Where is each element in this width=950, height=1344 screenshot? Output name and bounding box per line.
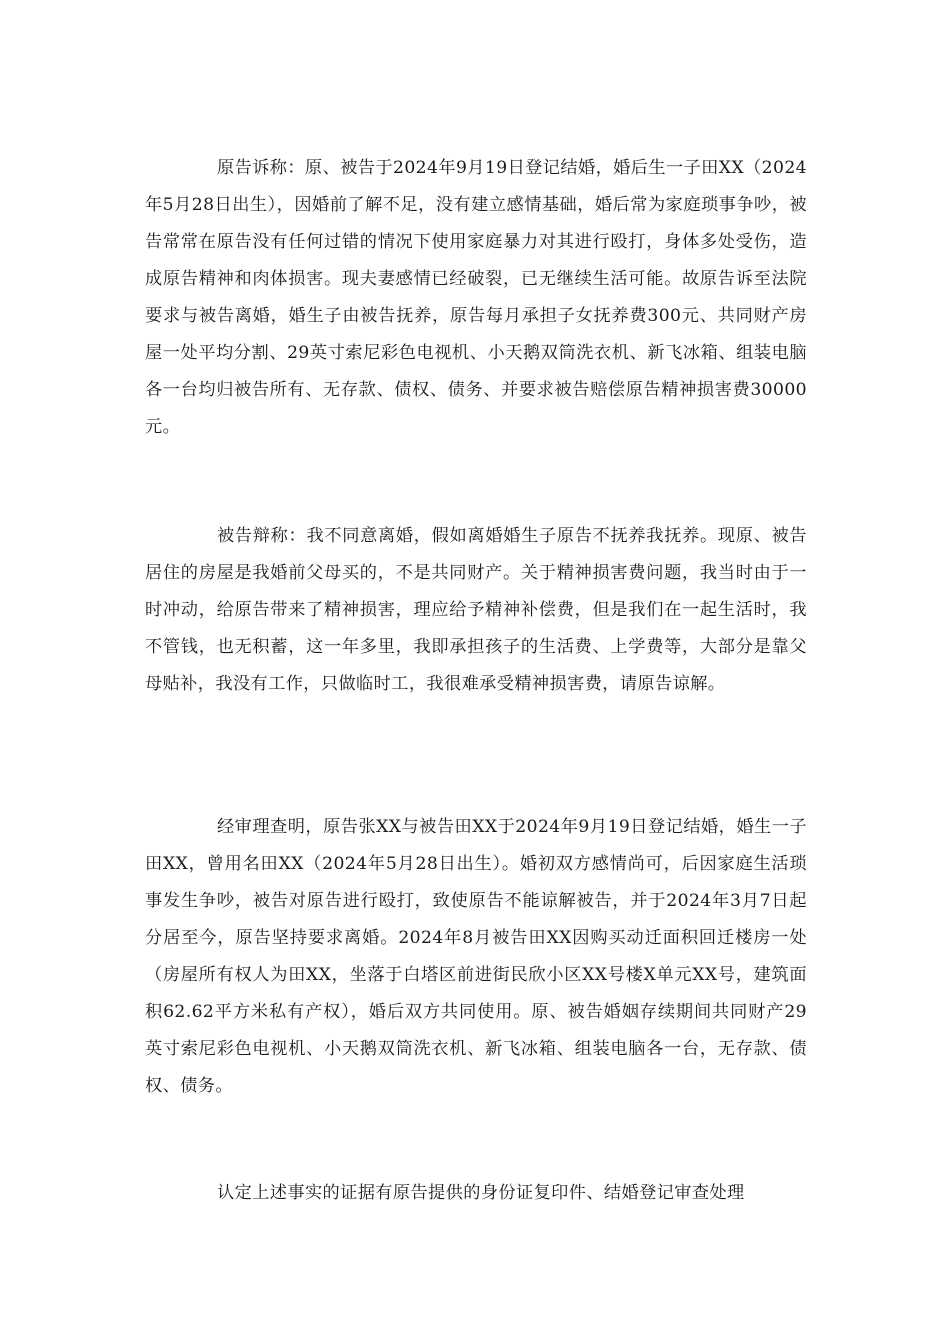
plaintiff-claim-paragraph: 原告诉称：原、被告于2024年9月19日登记结婚，婚后生一子田XX（2024年5月28日出生），因婚前了解不足，没有建立感情基础，婚后常为家庭琐事争吵，被告常常在原告没有任何过错的情况下使用家庭暴力对其进行殴打，身体多处受伤，造成原告精神和肉体损害。现夫妻感情已经破裂，已无继续生活可能。故原告诉至法院要求与被告离婚，婚生子由被告抚养，原告每月承担子女抚养费300元、共同财产房屋一处平均分割、29英寸索尼彩色电视机、小天鹅双筒洗衣机、新飞冰箱、组装电脑各一台均归被告所有、无存款、债权、债务、并要求被告赔偿原告精神损害费30000元。 xyxy=(145,158,807,437)
evidence-paragraph: 认定上述事实的证据有原告提供的身份证复印件、结婚登记审查处理 xyxy=(217,1183,745,1203)
court-findings-paragraph: 经审理查明，原告张XX与被告田XX于2024年9月19日登记结婚，婚生一子田XX，曾用名田XX（2024年5月28日出生）。婚初双方感情尚可，后因家庭生活琐事发生争吵，被告对原告进行殴打，致使原告不能谅解被告，并于2024年3月7日起分居至今，原告坚持要求离婚。2024年8月被告田XX因购买动迁面积回迁楼房一处（房屋所有权人为田XX，坐落于白塔区前进街民欣小区XX号楼X单元XX号，建筑面积62.62平方米私有产权），婚后双方共同使用。原、被告婚姻存续期间共同财产29英寸索尼彩色电视机、小天鹅双筒洗衣机、新飞冰箱、组装电脑各一台，无存款、债权、债务。 xyxy=(145,817,807,1096)
defendant-defense-paragraph: 被告辩称：我不同意离婚，假如离婚婚生子原告不抚养我抚养。现原、被告居住的房屋是我婚前父母买的，不是共同财产。关于精神损害费问题，我当时由于一时冲动，给原告带来了精神损害，理应给予精神补偿费，但是我们在一起生活时，我不管钱，也无积蓄，这一年多里，我即承担孩子的生活费、上学费等，大部分是靠父母贴补，我没有工作，只做临时工，我很难承受精神损害费，请原告谅解。 xyxy=(145,526,807,694)
